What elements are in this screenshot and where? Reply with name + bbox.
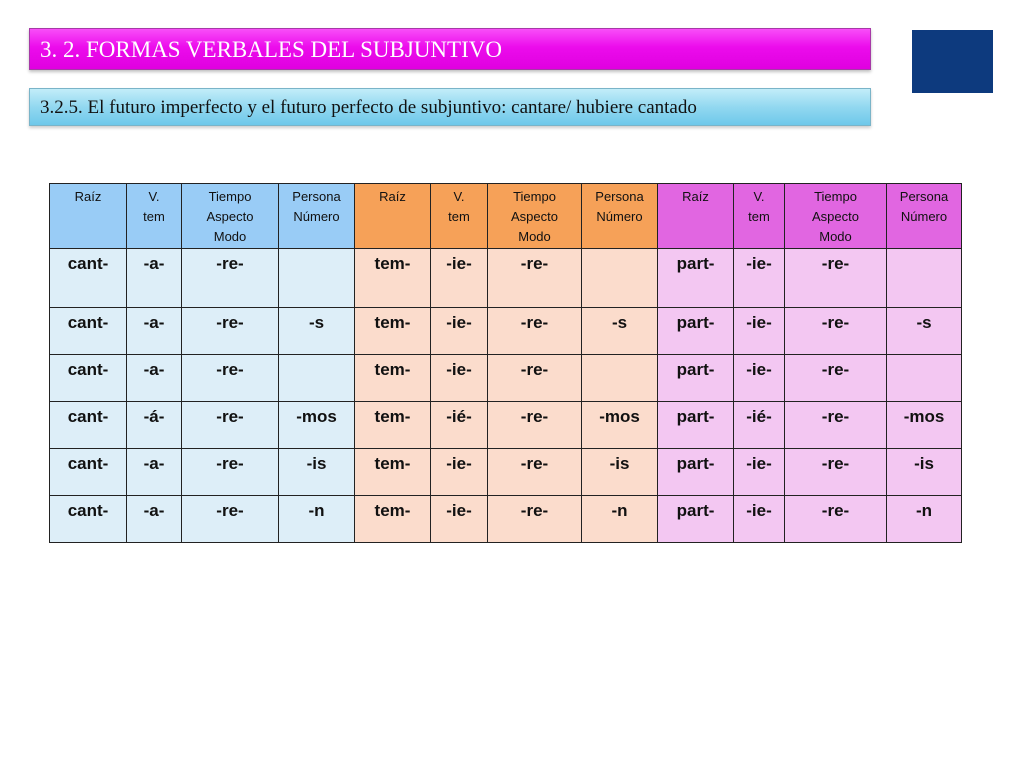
header-raiz: Raíz bbox=[658, 184, 734, 249]
table-cell: cant- bbox=[50, 449, 127, 496]
table-cell: -re- bbox=[785, 308, 887, 355]
table-cell: -re- bbox=[785, 449, 887, 496]
header-tiempo-aspecto-modo: Tiempo Aspecto Modo bbox=[785, 184, 887, 249]
table-cell: cant- bbox=[50, 496, 127, 543]
table-cell: -n bbox=[887, 496, 962, 543]
table-row bbox=[50, 249, 962, 308]
table-cell: tem- bbox=[355, 308, 431, 355]
table-cell: -re- bbox=[785, 496, 887, 543]
table-cell: -is bbox=[887, 449, 962, 496]
table-cell bbox=[279, 249, 355, 308]
table-cell: -ié- bbox=[431, 402, 488, 449]
table-cell: -mos bbox=[887, 402, 962, 449]
table-cell: -re- bbox=[488, 402, 582, 449]
table-cell: -re- bbox=[488, 496, 582, 543]
table-cell: -re- bbox=[785, 355, 887, 402]
table-cell: -re- bbox=[182, 249, 279, 308]
table-cell bbox=[582, 249, 658, 308]
header-raiz: Raíz bbox=[355, 184, 431, 249]
table-cell: -re- bbox=[182, 308, 279, 355]
table-cell: -is bbox=[582, 449, 658, 496]
table-cell: -ie- bbox=[431, 308, 488, 355]
table-cell: cant- bbox=[50, 355, 127, 402]
table-header-row bbox=[50, 184, 962, 249]
table-cell: -re- bbox=[785, 249, 887, 308]
header-tiempo-aspecto-modo: Tiempo Aspecto Modo bbox=[488, 184, 582, 249]
table-cell: -a- bbox=[127, 496, 182, 543]
table-cell: tem- bbox=[355, 449, 431, 496]
table-cell: -s bbox=[582, 308, 658, 355]
conjugation-table bbox=[49, 183, 962, 543]
table-cell bbox=[887, 249, 962, 308]
header-vocal-tematica: V. tem bbox=[431, 184, 488, 249]
table-cell: -mos bbox=[279, 402, 355, 449]
table-cell: part- bbox=[658, 496, 734, 543]
table-cell: part- bbox=[658, 308, 734, 355]
table-cell: -re- bbox=[488, 355, 582, 402]
table-cell bbox=[582, 355, 658, 402]
table-cell: -ie- bbox=[734, 449, 785, 496]
table-cell: -ie- bbox=[734, 249, 785, 308]
slide-title: 3. 2. FORMAS VERBALES DEL SUBJUNTIVO bbox=[29, 28, 871, 70]
header-raiz: Raíz bbox=[50, 184, 127, 249]
table-cell: -ie- bbox=[734, 496, 785, 543]
table-cell: tem- bbox=[355, 402, 431, 449]
table-cell: tem- bbox=[355, 355, 431, 402]
table-cell: -ie- bbox=[734, 355, 785, 402]
table-cell: part- bbox=[658, 355, 734, 402]
table-cell: -s bbox=[887, 308, 962, 355]
table-row bbox=[50, 496, 962, 543]
header-vocal-tematica: V. tem bbox=[127, 184, 182, 249]
table-cell bbox=[279, 355, 355, 402]
table-cell: -ie- bbox=[431, 449, 488, 496]
table-cell: tem- bbox=[355, 249, 431, 308]
table-row bbox=[50, 402, 962, 449]
logo-square bbox=[912, 30, 993, 93]
table-cell: -re- bbox=[785, 402, 887, 449]
table-cell: -is bbox=[279, 449, 355, 496]
table-cell: -a- bbox=[127, 355, 182, 402]
header-tiempo-aspecto-modo: Tiempo Aspecto Modo bbox=[182, 184, 279, 249]
table-cell: part- bbox=[658, 402, 734, 449]
table-cell: tem- bbox=[355, 496, 431, 543]
table-row bbox=[50, 355, 962, 402]
header-persona-numero: Persona Número bbox=[279, 184, 355, 249]
header-persona-numero: Persona Número bbox=[582, 184, 658, 249]
table-cell: cant- bbox=[50, 402, 127, 449]
table-cell: -ie- bbox=[431, 496, 488, 543]
table-cell: -a- bbox=[127, 249, 182, 308]
table-cell: cant- bbox=[50, 308, 127, 355]
table-cell: -ié- bbox=[734, 402, 785, 449]
table-cell: part- bbox=[658, 249, 734, 308]
table-cell: -ie- bbox=[431, 355, 488, 402]
table-cell: -á- bbox=[127, 402, 182, 449]
table-cell: -a- bbox=[127, 449, 182, 496]
table-cell: -re- bbox=[488, 249, 582, 308]
table-cell: -n bbox=[582, 496, 658, 543]
table-cell: -re- bbox=[182, 355, 279, 402]
table-cell: -a- bbox=[127, 308, 182, 355]
table-cell: -re- bbox=[182, 402, 279, 449]
table-cell: part- bbox=[658, 449, 734, 496]
table-cell: -re- bbox=[488, 308, 582, 355]
table-cell: -mos bbox=[582, 402, 658, 449]
header-persona-numero: Persona Número bbox=[887, 184, 962, 249]
table-cell: -re- bbox=[488, 449, 582, 496]
table-row bbox=[50, 449, 962, 496]
table-cell: -ie- bbox=[431, 249, 488, 308]
table-cell: cant- bbox=[50, 249, 127, 308]
table-cell: -n bbox=[279, 496, 355, 543]
table-cell: -re- bbox=[182, 449, 279, 496]
table-cell: -s bbox=[279, 308, 355, 355]
slide-subtitle: 3.2.5. El futuro imperfecto y el futuro perfecto de subjuntivo: cantare/ hubiere cantado bbox=[29, 88, 871, 126]
table-cell: -ie- bbox=[734, 308, 785, 355]
header-vocal-tematica: V. tem bbox=[734, 184, 785, 249]
table-row bbox=[50, 308, 962, 355]
table-cell bbox=[887, 355, 962, 402]
table-cell: -re- bbox=[182, 496, 279, 543]
